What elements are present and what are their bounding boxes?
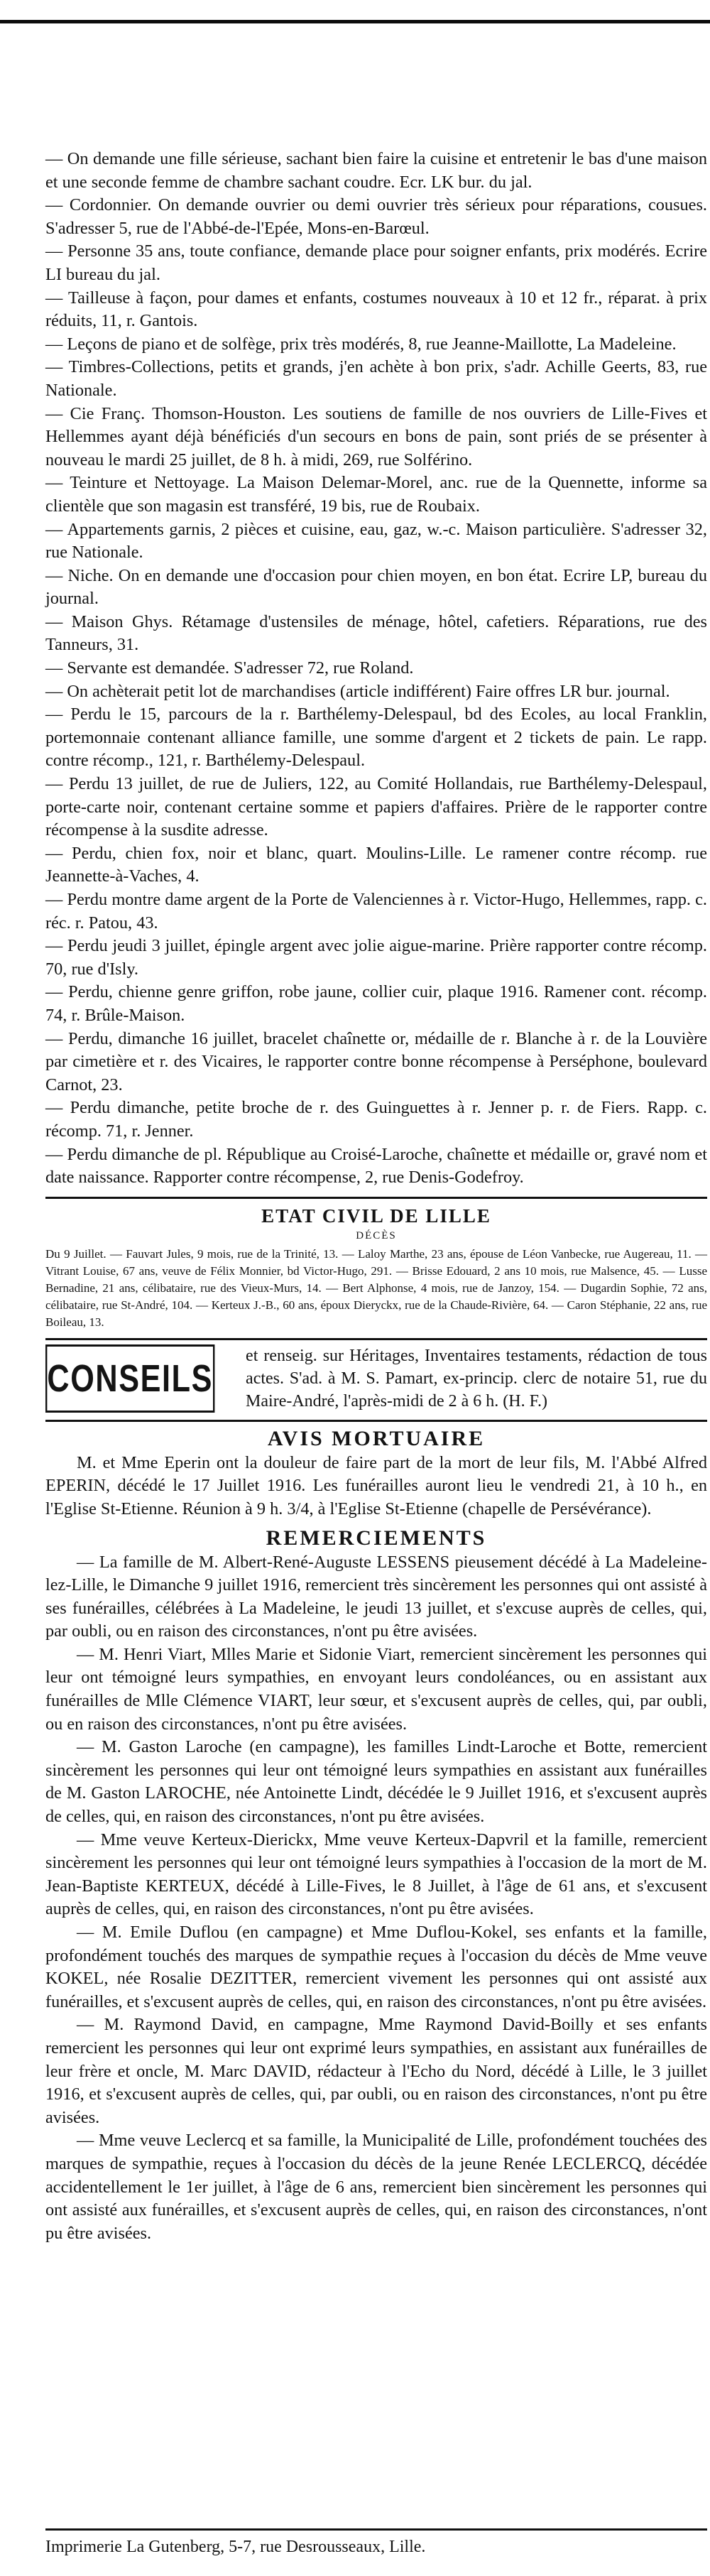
remerciement-item: — Mme veuve Kerteux-Dierickx, Mme veuve Kerteux-Dapvril et la famille, remercient sincèrement les personnes qui leur ont témoigné leurs sympathies à l'occasion de la mort de M. Jean-Baptiste KERTEUX, décédé à Lille-Fives, le 8 Juillet, à l'âge de 61 ans, et s'excusent auprès de celles, qui, en raison des circonstances, n'ont pu être avisées. [45, 1830, 707, 1919]
ad-item: — Perdu, dimanche 16 juillet, bracelet chaînette or, médaille de r. Blanche à r. de la Louvière par cimetière et r. des Vicaires, le rapporter contre bonne récompense à Perséphone, boulevard Carnot, 23. [45, 1028, 707, 1094]
etat-civil-section [45, 1203, 707, 1331]
remerciement-item: — M. Emile Duflou (en campagne) et Mme Duflou-Kokel, ses enfants et la famille, profondément touchés des marques de sympathie reçues à l'occasion du décès de Mme veuve KOKEL, née Rosalie DEZITTER, remercient vivement les personnes qui ont assisté aux funérailles, et s'excusent auprès de celles, qui, en raison des circonstances, n'ont pu être avisées. [45, 1923, 707, 2011]
remerciement-item: — M. Raymond David, en campagne, Mme Raymond David-Boilly et ses enfants remercient les personnes qui leur ont exprimé leurs sympathies, en assistant aux funérailles de leur frère et oncle, M. Marc DAVID, rédacteur à l'Echo du Nord, décédé à Lille, le 3 juillet 1916, et s'excusent auprès de celles, qui, par oubli, ou en raison des circonstances, n'ont pu être avisées. [45, 2015, 707, 2127]
etat-civil-title: ETAT CIVIL DE LILLE [261, 1205, 491, 1227]
remerciement-item: — La famille de M. Albert-René-Auguste LESSENS pieusement décédé à La Madeleine-lez-Lille, le Dimanche 9 juillet 1916, remercient très sincèrement les personnes qui ont assisté à ses funérailles, célébrées à La Madeleine, le jeudi 13 juillet, et s'excuse auprès de celles, qui, par oubli, ou en raison des circonstances, n'ont pu être avisées. [45, 1552, 707, 1641]
ad-item: — On demande une fille sérieuse, sachant bien faire la cuisine et entretenir le bas d'une maison et une seconde femme de chambre sachant coudre. Ecr. LK bur. du jal. [45, 149, 707, 192]
avis-mortuaire-section [45, 1426, 707, 1521]
top-rule [0, 20, 710, 23]
ad-item: — Perdu 13 juillet, de rue de Juliers, 122, au Comité Hollandais, rue Barthélemy-Delespaul, porte-carte noir, contenant certaine somme et papiers d'affaires. Prière de le rapporter contre récompense à la susdite adresse. [45, 774, 707, 840]
remerciement-item: — M. Henri Viart, Mlles Marie et Sidonie Viart, remercient sincèrement les personnes qui leur ont témoigné leurs sympathies, en envoyant leurs condoléances, ou en assistant aux funérailles de Mlle Clémence VIART, leur sœur, et s'excusent auprès de celles, qui, par oubli, ou en raison des circonstances, n'ont pu être avisées. [45, 1644, 707, 1734]
remerciement-item: — M. Gaston Laroche (en campagne), les familles Lindt-Laroche et Botte, remercient sincèrement les personnes qui leur ont témoigné leurs sympathies en assistant aux funérailles de M. Gaston LAROCHE, née Antoinette Lindt, décédée le 9 Juillet 1916, et s'excusent auprès de celles, qui, en raison des circonstances, n'ont pu être avisées. [45, 1737, 707, 1827]
conseils-ad [45, 1344, 707, 1413]
ad-item: — Perdu dimanche, petite broche de r. des Guinguettes à r. Jenner p. r. de Fiers. Rapp. c. récomp. 71, r. Jenner. [45, 1098, 707, 1141]
remerciements-title: REMERCIEMENTS [266, 1526, 487, 1550]
ad-item: — Appartements garnis, 2 pièces et cuisine, eau, gaz, w.-c. Maison particulière. S'adresser 32, rue Nationale. [45, 519, 707, 563]
ad-item: — Teinture et Nettoyage. La Maison Delemar-Morel, anc. rue de la Quennette, informe sa clientèle que son magasin est transféré, 19 bis, rue de Roubaix. [45, 473, 707, 516]
printer-footer: Imprimerie La Gutenberg, 5-7, rue Desrousseaux, Lille. [45, 2528, 707, 2558]
ad-item: — Cordonnier. On demande ouvrier ou demi ouvrier très sérieux pour réparations, cousues. S'adresser 5, rue de l'Abbé-de-l'Epée, Mons-en-Barœul. [45, 195, 707, 238]
ad-item: — Perdu montre dame argent de la Porte de Valenciennes à r. Victor-Hugo, Hellemmes, rapp. c. réc. r. Patou, 43. [45, 890, 707, 933]
conseils-label: CONSEILS [45, 1344, 214, 1413]
avis-mortuaire-title: AVIS MORTUAIRE [267, 1426, 486, 1450]
ad-item: — Niche. On en demande une d'occasion pour chien moyen, en bon état. Ecrire LP, bureau du journal. [45, 565, 707, 609]
section-divider [45, 1420, 707, 1422]
etat-civil-text: Du 9 Juillet. — Fauvart Jules, 9 mois, rue de la Trinité, 13. — Laloy Marthe, 23 ans, épouse de Léon Vanbecke, rue Augereau, 11. — Vitrant Louise, 67 ans, veuve de Félix Monnier, bd Victor-Hugo, 291. — Brisse Edouard, 2 ans 10 mois, rue Malsence, 45. — Lusse Bernadine, 21 ans, célibataire, rue des Vieux-Murs, 14. — Bert Alphonse, 4 mois, rue de Janzoy, 154. — Dugardin Sophie, 72 ans, célibataire, rue St-André, 104. — Kerteux J.-B., 60 ans, époux Dieryckx, rue de la Chaude-Rivière, 64. — Caron Stéphanie, 22 ans, rue Boileau, 13. [45, 1246, 707, 1329]
ad-item: — Servante est demandée. S'adresser 72, rue Roland. [45, 658, 414, 678]
ad-item: — Perdu le 15, parcours de la r. Barthélemy-Delespaul, bd des Ecoles, au local Franklin, portemonnaie contenant alliance famille, une somme d'argent et 2 tickets de pain. Le rapp. contre récomp., 121, r. Barthélemy-Delespaul. [45, 705, 707, 771]
classified-ads [45, 148, 707, 1190]
ad-item: — Cie Franç. Thomson-Houston. Les soutiens de famille de nos ouvriers de Lille-Fives et Hellemmes ayant déjà bénéficiés d'un secours en bons de pain, sont priés de se présenter à nouveau le mardi 25 juillet, de 8 h. à midi, 269, rue Solférino. [45, 403, 707, 469]
ad-item: — Perdu jeudi 3 juillet, épingle argent avec jolie aigue-marine. Prière rapporter contre récomp. 70, rue d'Isly. [45, 936, 707, 979]
remerciement-item: — Mme veuve Leclercq et sa famille, la Municipalité de Lille, profondément touchées des marques de sympathie, reçues à l'occasion du décès de la jeune Renée LECLERCQ, décédée accidentellement le 1er juillet, à l'âge de 6 ans, remercient bien sincèrement les personnes qui ont assisté aux funérailles, et s'excusent auprès de celles, qui, en raison des circonstances, n'ont pu être avisées. [45, 2131, 707, 2243]
text-column [45, 148, 707, 2245]
ad-item: — Maison Ghys. Rétamage d'ustensiles de ménage, hôtel, cafetiers. Réparations, rue des Tanneurs, 31. [45, 612, 707, 655]
ad-item: — On achèterait petit lot de marchandises (article indifférent) Faire offres LR bur. journal. [45, 681, 670, 701]
ad-item: — Leçons de piano et de solfège, prix très modérés, 8, rue Jeanne-Maillotte, La Madeleine. [45, 334, 677, 354]
section-divider [45, 1338, 707, 1340]
avis-mortuaire-text: M. et Mme Eperin ont la douleur de faire part de la mort de leur fils, M. l'Abbé Alfred EPERIN, décédé le 17 Juillet 1916. Les funérailles auront lieu le vendredi 21, à 10 h., en l'Eglise St-Etienne. Réunion à 9 h. 3/4, à l'Eglise St-Etienne (chapelle de Persévérance). [45, 1452, 707, 1518]
ad-item: — Personne 35 ans, toute confiance, demande place pour soigner enfants, prix modérés. Ecrire LI bureau du jal. [45, 241, 707, 284]
ad-item: — Timbres-Collections, petits et grands, j'en achète à bon prix, s'adr. Achille Geerts, 83, rue Nationale. [45, 357, 707, 400]
etat-civil-subtitle: DÉCÈS [356, 1229, 397, 1241]
ad-item: — Tailleuse à façon, pour dames et enfants, costumes nouveaux à 10 et 12 fr., réparat. à prix réduits, 11, r. Gantois. [45, 288, 707, 331]
ad-item: — Perdu dimanche de pl. République au Croisé-Laroche, chaînette et médaille or, gravé nom et date naissance. Rapporter contre récompense, 2, rue Denis-Godefroy. [45, 1144, 707, 1188]
conseils-text: et renseig. sur Héritages, Inventaires testaments, rédaction de tous actes. S'ad. à M. S. Pamart, ex-princip. clerc de notaire 51, rue du Maire-André, l'après-midi de 2 à 6 h. (H. F.) [246, 1346, 707, 1411]
section-divider [45, 1197, 707, 1199]
ad-item: — Perdu, chienne genre griffon, robe jaune, collier cuir, plaque 1916. Ramener cont. récomp. 74, r. Brûle-Maison. [45, 982, 707, 1025]
ad-item: — Perdu, chien fox, noir et blanc, quart. Moulins-Lille. Le ramener contre récomp. rue Jeannette-à-Vaches, 4. [45, 843, 707, 886]
remerciements-section [45, 1526, 707, 2246]
